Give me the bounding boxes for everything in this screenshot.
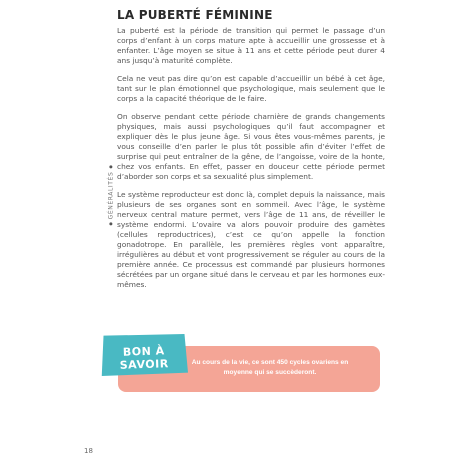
page-number: 18 (84, 447, 93, 455)
paragraph-2: Cela ne veut pas dire qu’on est capable d’accueillir un bébé à cet âge, tant sur le plan émotionnel que psychologique, mais seulement que le corps a la capacité théorique de le faire. (117, 74, 385, 103)
body-text (117, 26, 385, 298)
badge-label: BON À SAVOIR (119, 344, 169, 372)
bullet-dot-icon (109, 222, 112, 225)
side-chapter-label (107, 163, 114, 229)
paragraph-4: Le système reproducteur est donc là, complet depuis la naissance, mais plusieurs de ses organes sont en sommeil. Avec l’âge, le système nerveux central mature permet, vers l’âge de 11 ans, de réveiller le système endormi. L’ovaire va alors pouvoir produire des gamètes (cellules reproductrices), c’est ce qu’on appelle la fonction gonadotrope. En parallèle, les premières règles vont apparaître, irrégulières au début et vont progressivement se réguler au cours de la première année. Ce processus est commandé par plusieurs hormones sécrétées par un organe situé dans le cerveau et par les hormones eux-mêmes. (117, 190, 385, 289)
paragraph-3: On observe pendant cette période charnière de grands changements physiques, mais aussi psychologiques qu’il faut accompagner et expliquer dès le plus jeune âge. Si vous êtes vous-mêmes parents, je vous conseille d’en parler le plus tôt possible afin d’éviter l’effet de surprise qui peut entraîner de la gêne, de l’angoisse, voire de la honte, chez vos enfants. En effet, passer en douceur cette période permet d’aborder son corps et sa sexualité plus simplement. (117, 112, 385, 181)
paragraph-1: La puberté est la période de transition qui permet le passage d’un corps d’enfant à un corps mature apte à accueillir une grossesse et à enfanter. L’âge moyen se situe à 11 ans et cette période peut durer 4 ans jusqu’à maturité complète. (117, 26, 385, 65)
section-title: LA PUBERTÉ FÉMININE (117, 8, 273, 22)
side-label-text: GÉNÉRALITÉS (107, 171, 115, 220)
callout-text: Au cours de la vie, ce sont 450 cycles ovariens en moyenne qui se succèderont. (191, 359, 349, 376)
bullet-dot-icon (109, 166, 112, 169)
